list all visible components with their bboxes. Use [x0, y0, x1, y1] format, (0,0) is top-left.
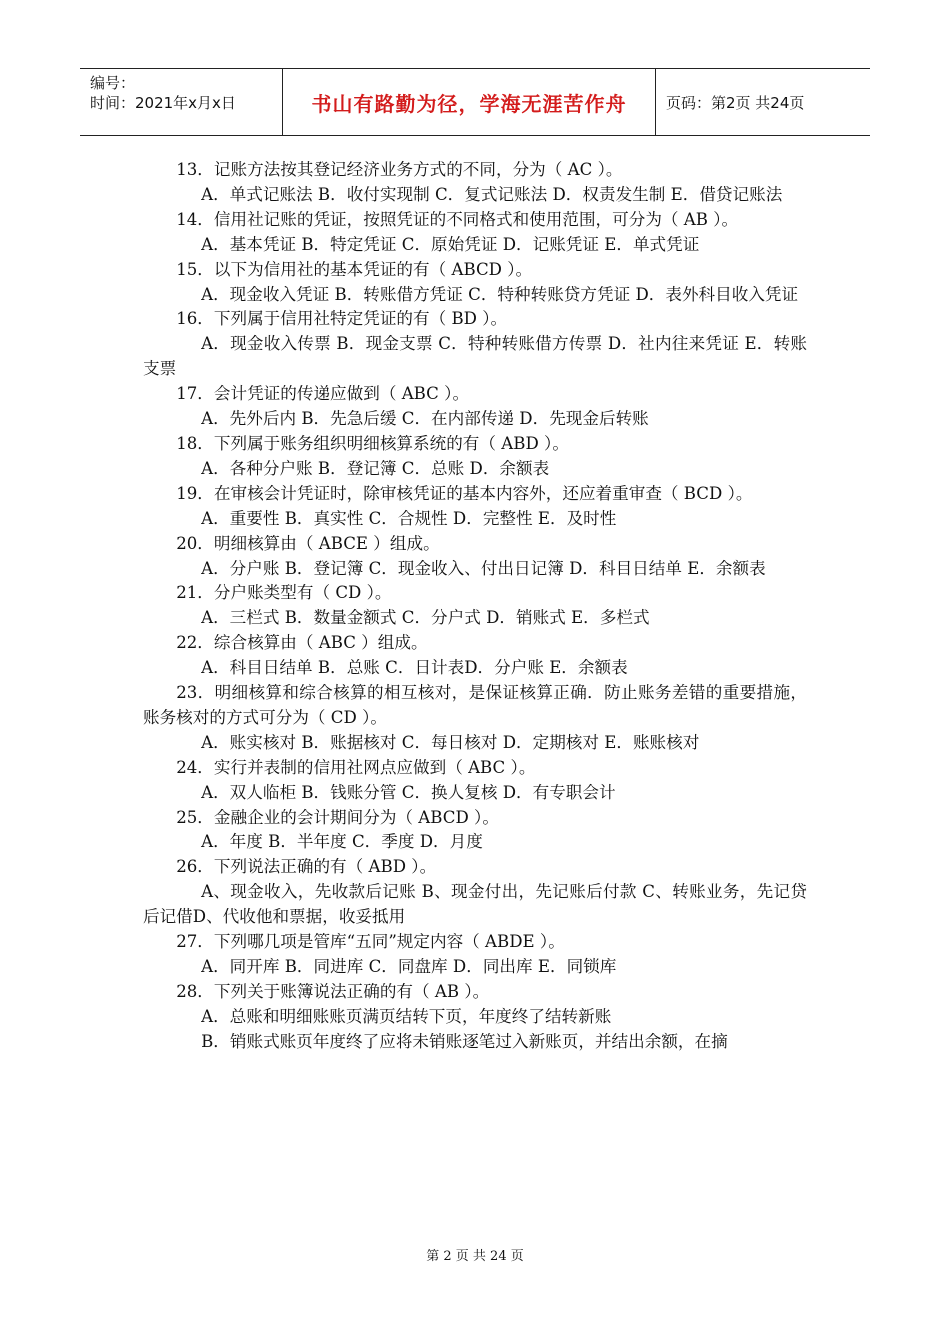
- question-text: 19．在审核会计凭证时，除审核凭证的基本内容外，还应着重审查（ BCD ）。: [176, 483, 753, 503]
- answer-options: A．分户账 B．登记簿 C．现金收入、付出日记簿 D．科目日结单 E．余额表: [201, 558, 766, 578]
- question-text: 15．以下为信用社的基本凭证的有（ ABCD ）。: [176, 259, 533, 279]
- number-label: 编号：: [90, 74, 136, 92]
- answer-options: A．双人临柜 B．钱账分管 C．换人复核 D．有专职会计: [201, 782, 616, 802]
- answer-options: A、现金收入，先收款后记账 B、现金付出，先记账后付款 C、转账业务，先记贷后记借D、代收他和票据，收妥抵用: [143, 882, 807, 927]
- header-motto: 书山有路勤为径，学海无涯苦作舟: [283, 69, 656, 135]
- question-text: 25．金融企业的会计期间分为（ ABCD ）。: [176, 807, 499, 827]
- answer-options: A．重要性 B．真实性 C．合规性 D．完整性 E．及时性: [201, 508, 617, 528]
- question-text: 23．明细核算和综合核算的相互核对，是保证核算正确．防止账务差错的重要措施，账务核对的方式可分为（ CD ）。: [143, 683, 807, 727]
- answer-options: A．先外后内 B．先急后缓 C．在内部传递 D．先现金后转账: [201, 409, 649, 429]
- page-footer: 第 2 页 共 24 页: [426, 1249, 524, 1264]
- question-text: 27．下列哪几项是管库“五同”规定内容（ ABDE ）。: [176, 932, 565, 952]
- question-text: 14．信用社记账的凭证，按照凭证的不同格式和使用范围，可分为（ AB ）。: [176, 209, 739, 229]
- answer-options: B．销账式账页年度终了应将未销账逐笔过入新账页，并结出余额，在摘: [201, 1031, 728, 1051]
- header-page-info: 页码：第2页 共24页: [666, 93, 805, 112]
- answer-options: A．现金收入凭证 B．转账借方凭证 C．特种转账贷方凭证 D．表外科目收入凭证: [201, 284, 799, 304]
- question-text: 28．下列关于账簿说法正确的有（ AB ）。: [176, 981, 490, 1001]
- answer-options: A．年度 B．半年度 C．季度 D．月度: [201, 832, 483, 852]
- question-text: 24．实行并表制的信用社网点应做到（ ABC ）。: [176, 757, 536, 777]
- answer-options: A．三栏式 B．数量金额式 C．分户式 D．销账式 E．多栏式: [201, 608, 650, 628]
- question-text: 13．记账方法按其登记经济业务方式的不同，分为（ AC ）。: [176, 160, 623, 179]
- answer-options: A．同开库 B．同进库 C．同盘库 D．同出库 E．同锁库: [201, 957, 617, 976]
- answer-options: A．现金收入传票 B．现金支票 C．特种转账借方传票 D．社内往来凭证 E．转账支票: [143, 334, 807, 379]
- time-label: 时间：2021年x月x日: [90, 94, 236, 112]
- question-text: 22．综合核算由（ ABC ）组成。: [176, 633, 428, 653]
- answer-options: A．单式记账法 B．收付实现制 C．复式记账法 D．权责发生制 E．借贷记账法: [201, 184, 783, 204]
- answer-options: A．基本凭证 B．特定凭证 C．原始凭证 D．记账凭证 E．单式凭证: [201, 234, 700, 254]
- header-meta-cell: [80, 69, 283, 135]
- answer-options: A．总账和明细账账页满页结转下页，年度终了结转新账: [201, 1006, 612, 1026]
- page-header: [80, 68, 870, 136]
- question-text: 26．下列说法正确的有（ ABD ）。: [176, 857, 437, 877]
- question-text: 18．下列属于账务组织明细核算系统的有（ ABD ）。: [176, 433, 569, 453]
- question-text: 20．明细核算由（ ABCE ）组成。: [176, 533, 440, 553]
- question-text: 16．下列属于信用社特定凭证的有（ BD ）。: [176, 309, 508, 329]
- answer-options: A．科目日结单 B．总账 C．日计表D．分户账 E．余额表: [201, 658, 628, 678]
- question-text: 17．会计凭证的传递应做到（ ABC ）。: [176, 384, 470, 404]
- question-text: 21．分户账类型有（ CD ）。: [176, 583, 392, 603]
- answer-options: A．各种分户账 B．登记簿 C．总账 D．余额表: [201, 458, 550, 478]
- document-body: [143, 158, 807, 1055]
- answer-options: A．账实核对 B．账据核对 C．每日核对 D．定期核对 E．账账核对: [201, 732, 700, 752]
